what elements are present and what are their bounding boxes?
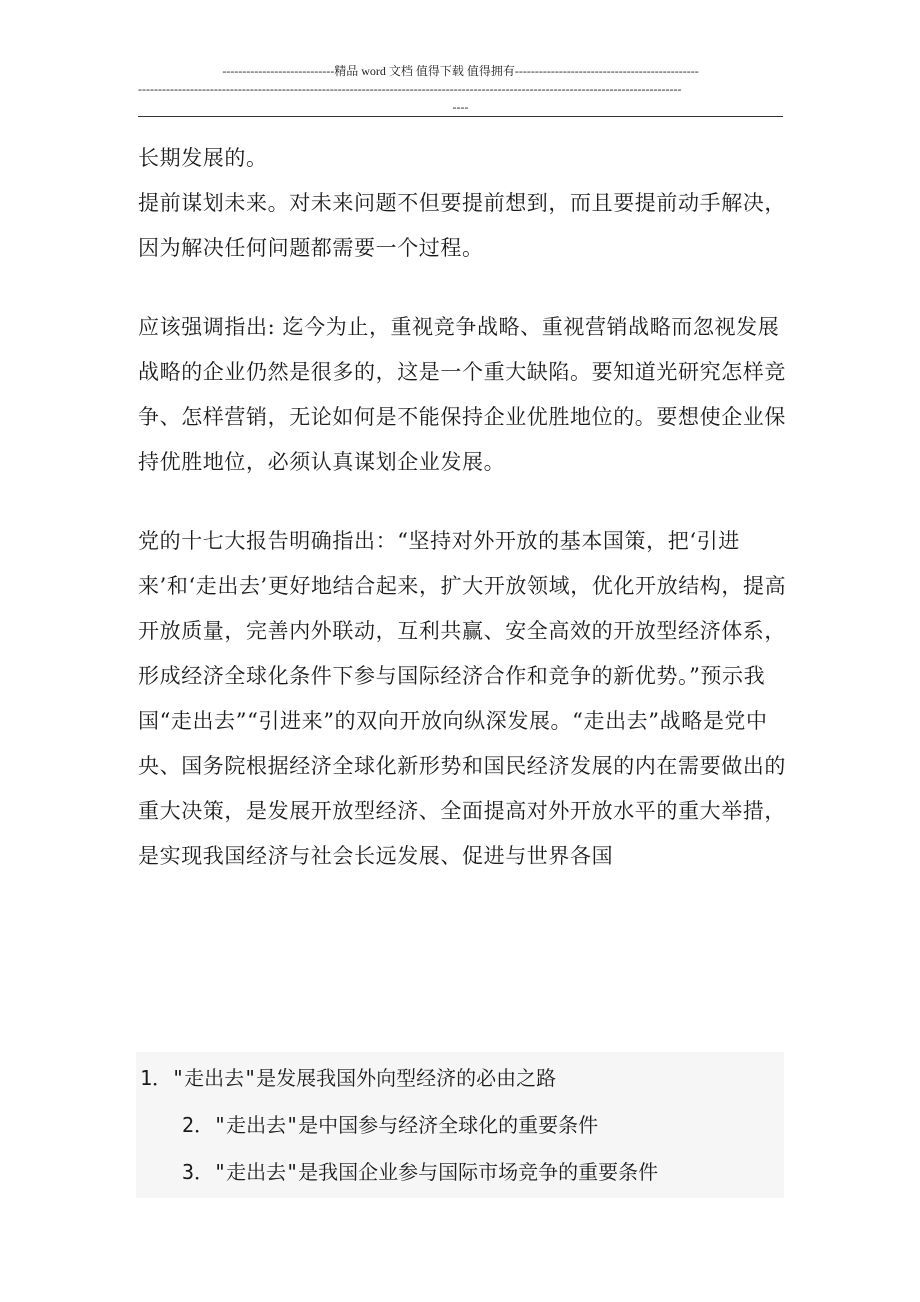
paragraph-4: 党的十七大报告明确指出：“坚持对外开放的基本国策，把‘引进来’和‘走出去’更好地结合起来，扩大开放领域，优化开放结构，提高开放质量，完善内外联动，互利共赢、安全高效的开放型经济体系，形成经济全球化条件下参与国际经济合作和竞争的新优势。”预示我国“走出去”“引进来”的双向开放向纵深发展。“走出去”战略是党中央、国务院根据经济全球化新形势和国民经济发展的内在需要做出的重大决策，是发展开放型经济、全面提高对外开放水平的重大举措，是实现我国经济与社会长远发展、促进与世界各国 [138,529,787,868]
paragraph-2: 提前谋划未来。对未来问题不但要提前想到，而且要提前动手解决，因为解决任何问题都需要一个过程。 [138,191,786,260]
header-dash-line: ---------------------------------------------------------------------------------------------------------------------------------------- [138,82,682,96]
paragraph-1: 长期发展的。 [138,146,268,170]
document-body [138,136,788,879]
header-banner-text: ----------------------------精品 word 文档 值得下载 值得拥有---------------------------------------------- [222,64,699,78]
paragraph-gap [138,271,788,305]
page-header [138,62,783,116]
numbered-list [136,1052,784,1198]
list-item: 3．"走出去"是我国企业参与国际市场竞争的重要条件 [182,1160,659,1184]
list-item: 1．"走出去"是发展我国外向型经济的必由之路 [140,1066,557,1090]
header-dash-tail: ---- [452,100,469,114]
list-item: 2．"走出去"是中国参与经济全球化的重要条件 [182,1113,599,1137]
paragraph-3: 应该强调指出: 迄今为止，重视竞争战略、重视营销战略而忽视发展战略的企业仍然是很多的，这是一个重大缺陷。要知道光研究怎样竞争、怎样营销，无论如何是不能保持企业优胜地位的。要想使企业保持优胜地位，必须认真谋划企业发展。 [138,315,786,474]
header-rule [138,116,783,117]
paragraph-gap [138,485,788,519]
